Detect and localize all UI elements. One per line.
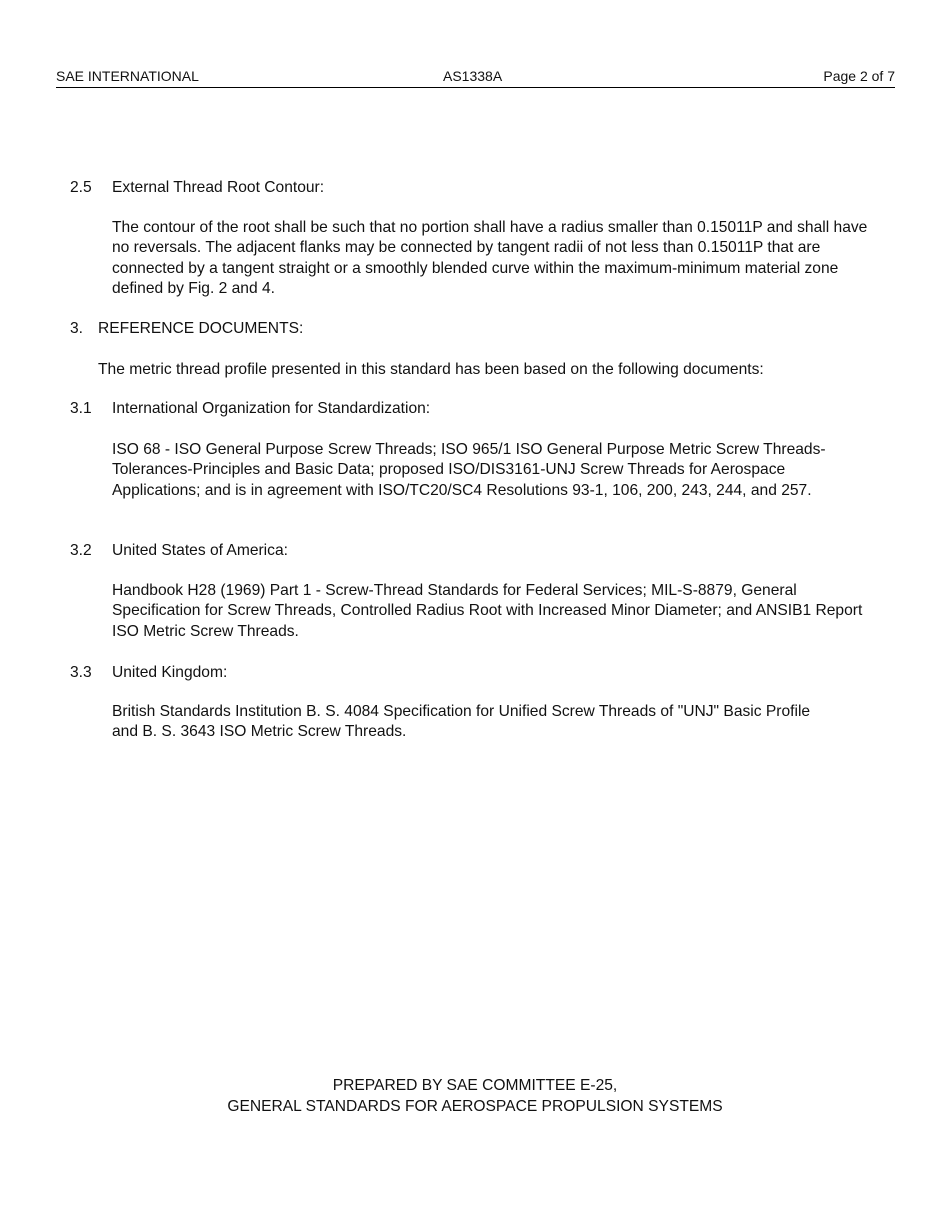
section-3-1-body: ISO 68 - ISO General Purpose Screw Threads; ISO 965/1 ISO General Purpose Metric Screw Threads-Tolerances-Principles and Basic Data; proposed ISO/DIS3161-UNJ Screw Threads for Aerospace Applications; and is in agreement with ISO/TC20/SC4 Resolutions 93-1, 106, 200, 243, 244, and 257. bbox=[112, 441, 826, 499]
section-3-2-title: United States of America: bbox=[112, 542, 288, 559]
section-3-1-title: International Organization for Standardization: bbox=[112, 400, 431, 417]
page-header bbox=[56, 67, 895, 88]
section-3-1-number: 3.1 bbox=[70, 400, 92, 417]
header-organization: SAE INTERNATIONAL bbox=[56, 68, 199, 84]
section-2-5-title: External Thread Root Contour: bbox=[112, 179, 325, 196]
footer-line-2: GENERAL STANDARDS FOR AEROSPACE PROPULSION SYSTEMS bbox=[227, 1097, 723, 1115]
page-footer bbox=[0, 1076, 950, 1117]
section-2-5-body: The contour of the root shall be such that no portion shall have a radius smaller than 0.15011P and shall have no reversals. The adjacent flanks may be connected by tangent radii of not less than 0.15011P that are connected by a tangent straight or a smoothly blended curve within the maximum-minimum material zone defined by Fig. 2 and 4. bbox=[112, 219, 868, 298]
section-3-3-title: United Kingdom: bbox=[112, 664, 228, 681]
section-3-2-number: 3.2 bbox=[70, 542, 92, 559]
section-3-title: REFERENCE DOCUMENTS: bbox=[98, 320, 304, 337]
footer-line-1: PREPARED BY SAE COMMITTEE E-25, bbox=[332, 1077, 618, 1094]
section-3-3-body: British Standards Institution B. S. 4084 Specification for Unified Screw Threads of "UNJ" Basic Profile and B. S. 3643 ISO Metric Screw Threads. bbox=[112, 703, 811, 741]
header-document-id: AS1338A bbox=[443, 68, 503, 84]
header-page-number: Page 2 of 7 bbox=[823, 68, 895, 84]
section-3-2-body: Handbook H28 (1969) Part 1 - Screw-Thread Standards for Federal Services; MIL-S-8879, General Specification for Screw Threads, Controlled Radius Root with Increased Minor Diameter; and ANSIB1 Report ISO Metric Screw Threads. bbox=[112, 582, 863, 640]
section-3-number: 3. bbox=[70, 320, 84, 337]
section-2-5-number: 2.5 bbox=[70, 179, 92, 196]
section-3-body: The metric thread profile presented in this standard has been based on the following documents: bbox=[98, 361, 764, 378]
section-3-3-number: 3.3 bbox=[70, 664, 92, 681]
